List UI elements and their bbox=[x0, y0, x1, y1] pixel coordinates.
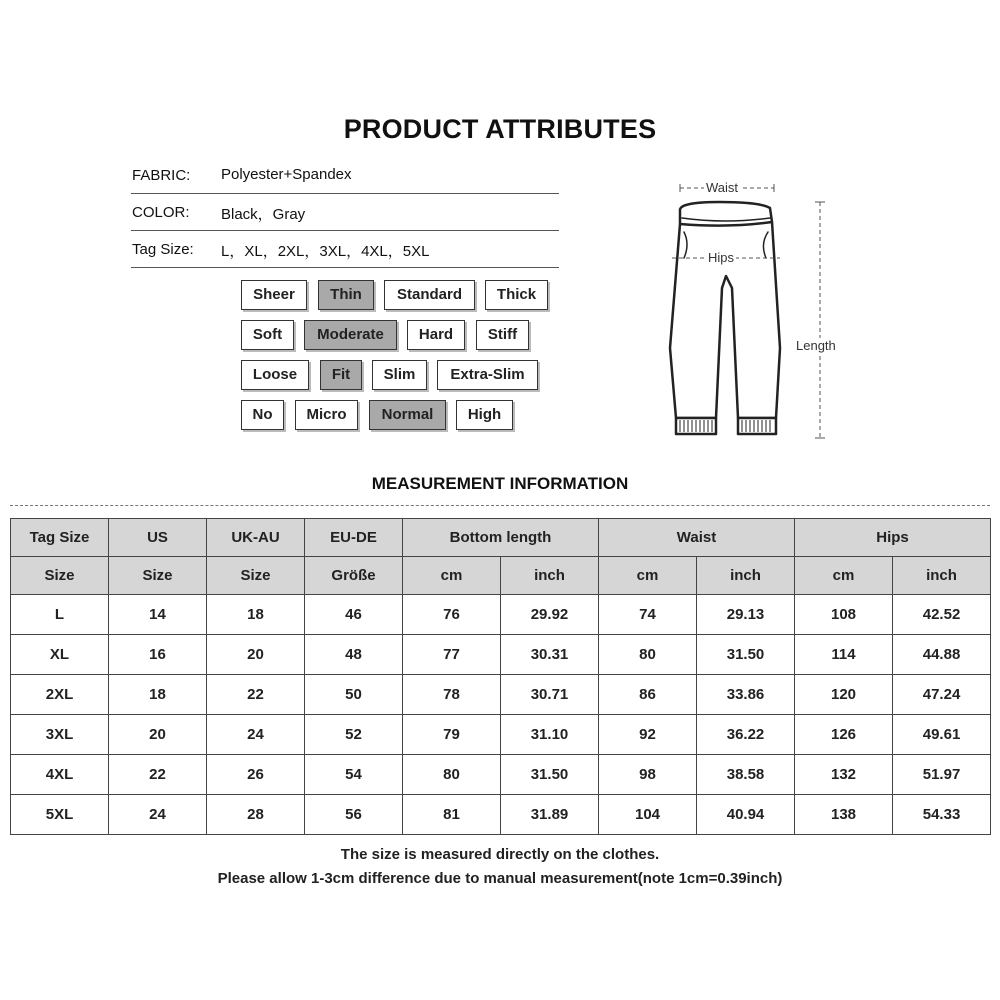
option-hard[interactable]: Hard bbox=[407, 320, 465, 350]
table-cell: 20 bbox=[109, 715, 207, 755]
option-moderate[interactable]: Moderate bbox=[304, 320, 397, 350]
option-no[interactable]: No bbox=[241, 400, 284, 430]
table-cell: 80 bbox=[403, 755, 501, 795]
option-standard[interactable]: Standard bbox=[384, 280, 475, 310]
option-normal[interactable]: Normal bbox=[369, 400, 446, 430]
table-cell: 54 bbox=[305, 755, 403, 795]
subheader-cell: Größe bbox=[305, 557, 403, 595]
option-micro[interactable]: Micro bbox=[295, 400, 358, 430]
pants-outline-icon bbox=[660, 178, 860, 448]
table-cell: 24 bbox=[109, 795, 207, 835]
pants-diagram bbox=[660, 178, 860, 448]
table-cell: 48 bbox=[305, 635, 403, 675]
table-cell: 114 bbox=[795, 635, 893, 675]
subheader-cell: Size bbox=[11, 557, 109, 595]
table-cell: 126 bbox=[795, 715, 893, 755]
tag-size-value: L，XL，2XL，3XL，4XL，5XL bbox=[221, 243, 430, 260]
subheader-cell: Size bbox=[207, 557, 305, 595]
option-sheer[interactable]: Sheer bbox=[241, 280, 307, 310]
table-cell: 108 bbox=[795, 595, 893, 635]
table-cell: 86 bbox=[599, 675, 697, 715]
option-extra-slim[interactable]: Extra-Slim bbox=[437, 360, 538, 390]
table-row bbox=[11, 715, 991, 755]
table-cell: 120 bbox=[795, 675, 893, 715]
table-cell: 14 bbox=[109, 595, 207, 635]
table-cell: 54.33 bbox=[893, 795, 991, 835]
table-cell: 81 bbox=[403, 795, 501, 835]
subheader-cell: inch bbox=[893, 557, 991, 595]
option-high[interactable]: High bbox=[456, 400, 513, 430]
table-cell: 22 bbox=[207, 675, 305, 715]
table-row bbox=[11, 755, 991, 795]
table-cell: 30.71 bbox=[501, 675, 599, 715]
table-row bbox=[11, 675, 991, 715]
subheader-cell: Size bbox=[109, 557, 207, 595]
table-cell: XL bbox=[11, 635, 109, 675]
waist-dimension-label: Waist bbox=[706, 180, 739, 195]
table-cell: 31.50 bbox=[501, 755, 599, 795]
table-header-row bbox=[11, 519, 991, 557]
option-stiff[interactable]: Stiff bbox=[476, 320, 529, 350]
table-cell: 18 bbox=[109, 675, 207, 715]
table-cell: 16 bbox=[109, 635, 207, 675]
subheader-cell: inch bbox=[697, 557, 795, 595]
fabric-row bbox=[131, 157, 559, 194]
table-cell: 46 bbox=[305, 595, 403, 635]
subheader-cell: inch bbox=[501, 557, 599, 595]
table-cell: 47.24 bbox=[893, 675, 991, 715]
table-cell: 3XL bbox=[11, 715, 109, 755]
table-cell: 80 bbox=[599, 635, 697, 675]
table-cell: 56 bbox=[305, 795, 403, 835]
table-cell: 38.58 bbox=[697, 755, 795, 795]
color-row bbox=[131, 194, 559, 231]
note-measured: The size is measured directly on the clothes. bbox=[340, 846, 660, 863]
table-cell: 31.50 bbox=[697, 635, 795, 675]
table-cell: 31.89 bbox=[501, 795, 599, 835]
table-cell: 40.94 bbox=[697, 795, 795, 835]
table-cell: 44.88 bbox=[893, 635, 991, 675]
table-cell: 36.22 bbox=[697, 715, 795, 755]
table-cell: 77 bbox=[403, 635, 501, 675]
note-difference: Please allow 1-3cm difference due to manual measurement(note 1cm=0.39inch) bbox=[217, 870, 783, 887]
table-cell: 42.52 bbox=[893, 595, 991, 635]
table-cell: 79 bbox=[403, 715, 501, 755]
table-cell: 4XL bbox=[11, 755, 109, 795]
option-fit[interactable]: Fit bbox=[320, 360, 362, 390]
length-dimension-label: Length bbox=[796, 338, 836, 353]
header-eu-de: EU-DE bbox=[305, 519, 403, 557]
hips-dimension-label: Hips bbox=[708, 250, 735, 265]
table-cell: 98 bbox=[599, 755, 697, 795]
table-cell: 104 bbox=[599, 795, 697, 835]
table-cell: 132 bbox=[795, 755, 893, 795]
measurement-title: MEASUREMENT INFORMATION bbox=[371, 474, 629, 493]
subheader-cell: cm bbox=[795, 557, 893, 595]
table-cell: 29.13 bbox=[697, 595, 795, 635]
option-soft[interactable]: Soft bbox=[241, 320, 294, 350]
header-uk-au: UK-AU bbox=[207, 519, 305, 557]
table-row bbox=[11, 635, 991, 675]
page-title: PRODUCT ATTRIBUTES bbox=[343, 114, 657, 144]
table-cell: 92 bbox=[599, 715, 697, 755]
table-cell: 30.31 bbox=[501, 635, 599, 675]
table-cell: 31.10 bbox=[501, 715, 599, 755]
option-thick[interactable]: Thick bbox=[485, 280, 548, 310]
table-cell: 5XL bbox=[11, 795, 109, 835]
size-table bbox=[10, 518, 991, 835]
tag-size-label: Tag Size: bbox=[132, 241, 194, 258]
color-value: Black，Gray bbox=[221, 206, 306, 223]
header-us: US bbox=[109, 519, 207, 557]
table-cell: 78 bbox=[403, 675, 501, 715]
fabric-value: Polyester+Spandex bbox=[221, 166, 352, 183]
table-cell: 51.97 bbox=[893, 755, 991, 795]
table-cell: 24 bbox=[207, 715, 305, 755]
table-cell: 22 bbox=[109, 755, 207, 795]
table-cell: 138 bbox=[795, 795, 893, 835]
table-cell: 20 bbox=[207, 635, 305, 675]
option-slim[interactable]: Slim bbox=[372, 360, 427, 390]
table-row bbox=[11, 795, 991, 835]
color-label: COLOR: bbox=[132, 204, 190, 221]
table-cell: 18 bbox=[207, 595, 305, 635]
table-cell: 49.61 bbox=[893, 715, 991, 755]
table-cell: 52 bbox=[305, 715, 403, 755]
table-row bbox=[11, 595, 991, 635]
table-subheader-row bbox=[11, 557, 991, 595]
table-cell: 2XL bbox=[11, 675, 109, 715]
table-cell: 28 bbox=[207, 795, 305, 835]
subheader-cell: cm bbox=[599, 557, 697, 595]
header-bottom-length: Bottom length bbox=[403, 519, 599, 557]
table-cell: 26 bbox=[207, 755, 305, 795]
header-waist: Waist bbox=[599, 519, 795, 557]
table-cell: 50 bbox=[305, 675, 403, 715]
option-thin[interactable]: Thin bbox=[318, 280, 374, 310]
dashed-divider bbox=[10, 505, 990, 506]
option-loose[interactable]: Loose bbox=[241, 360, 309, 390]
table-cell: 74 bbox=[599, 595, 697, 635]
table-cell: 76 bbox=[403, 595, 501, 635]
fabric-label: FABRIC: bbox=[132, 167, 191, 184]
subheader-cell: cm bbox=[403, 557, 501, 595]
tag-size-row bbox=[131, 231, 559, 268]
header-hips: Hips bbox=[795, 519, 991, 557]
table-cell: L bbox=[11, 595, 109, 635]
table-cell: 33.86 bbox=[697, 675, 795, 715]
table-cell: 29.92 bbox=[501, 595, 599, 635]
header-tag-size: Tag Size bbox=[11, 519, 109, 557]
